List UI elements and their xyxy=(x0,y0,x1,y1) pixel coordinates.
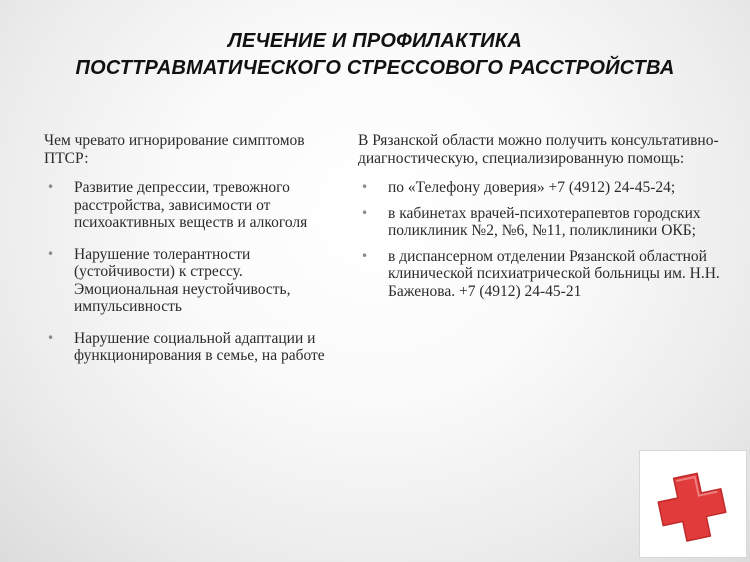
list-item-text: Нарушение социальной адаптации и функционирования в семье, на работе xyxy=(74,329,325,364)
right-intro: В Рязанской области можно получить консультативно-диагностическую, специализированную помощь: xyxy=(358,132,719,167)
list-item xyxy=(358,248,730,301)
red-cross-logo xyxy=(639,450,747,558)
bullet-icon: • xyxy=(47,246,55,261)
bullet-icon: • xyxy=(361,248,369,263)
cross-shape xyxy=(654,469,730,545)
title-line-1: ЛЕЧЕНИЕ И ПРОФИЛАКТИКА xyxy=(228,30,522,52)
bullet-icon: • xyxy=(47,330,55,345)
list-item-text: в кабинетах врачей-психотерапевтов городских поликлиник №2, №6, №11, поликлиники ОКБ; xyxy=(388,204,701,239)
slide-title xyxy=(0,28,750,82)
left-column xyxy=(44,132,344,379)
list-item-text: в диспансерном отделении Рязанской областной клинической психиатрической больницы им. Н.Н. Баженова. +7 (4912) 24-45-21 xyxy=(388,247,720,300)
left-list xyxy=(44,179,344,365)
bullet-icon: • xyxy=(361,180,369,194)
right-column xyxy=(358,132,730,308)
bullet-icon: • xyxy=(361,205,369,220)
list-item xyxy=(358,179,730,197)
list-item xyxy=(44,179,344,232)
red-cross-icon xyxy=(640,451,746,557)
list-item xyxy=(358,205,730,240)
right-list xyxy=(358,179,730,300)
list-item-text: Нарушение толерантности (устойчивости) к стрессу. Эмоциональная неустойчивость, импульсивность xyxy=(74,245,291,315)
title-line-2: ПОСТТРАВМАТИЧЕСКОГО СТРЕССОВОГО РАССТРОЙСТВА xyxy=(75,57,675,79)
list-item-text: Развитие депрессии, тревожного расстройства, зависимости от психоактивных веществ и алкоголя xyxy=(74,179,308,231)
list-item xyxy=(44,330,344,365)
list-item xyxy=(44,246,344,316)
bullet-icon: • xyxy=(47,180,55,194)
left-intro: Чем чревато игнорирование симптомов ПТСР: xyxy=(44,132,305,167)
list-item-text: по «Телефону доверия» +7 (4912) 24-45-24; xyxy=(388,179,676,196)
